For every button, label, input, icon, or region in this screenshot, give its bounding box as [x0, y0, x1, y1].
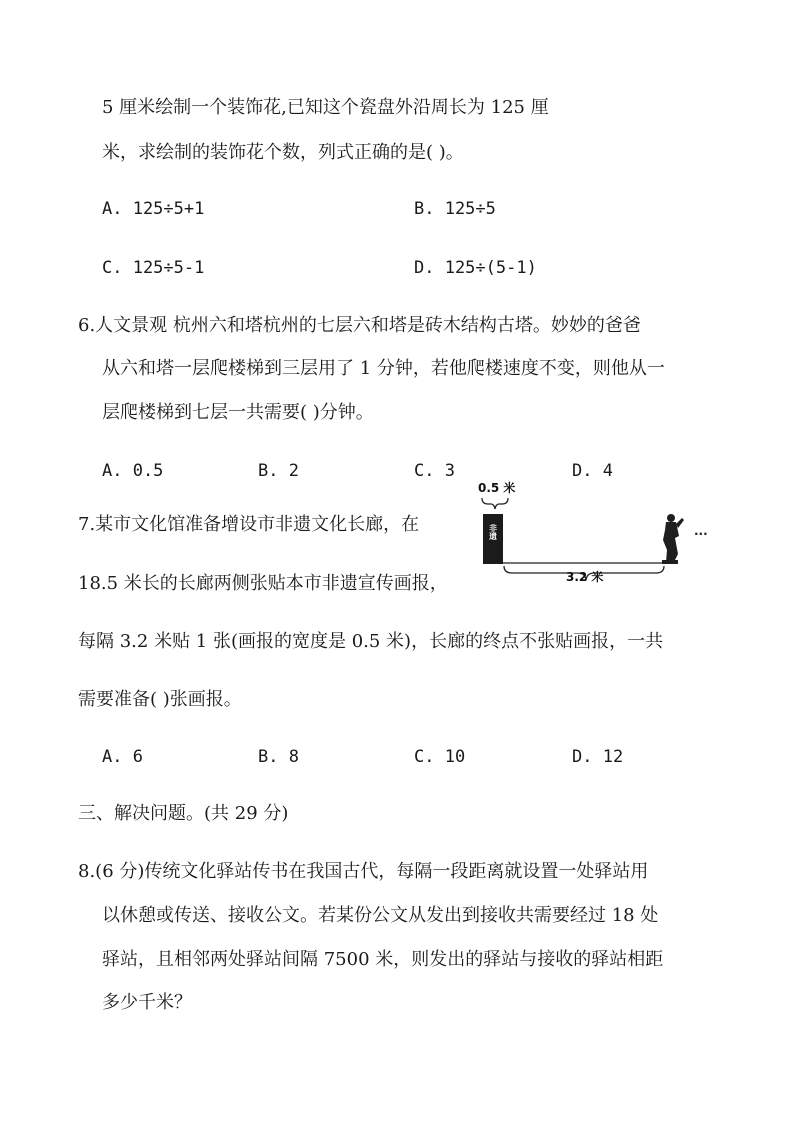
q6-line-2: 从六和塔一层爬楼梯到三层用了 1 分钟，若他爬楼速度不变，则他从一 [102, 358, 665, 379]
section-heading: 三、解决问题。(共 29 分) [78, 803, 289, 824]
q7-line-3: 每隔 3.2 米贴 1 张(画报的宽度是 0.5 米)，长廊的终点不张贴画报，一共 [78, 631, 664, 652]
q6-option-d: D. 4 [572, 461, 613, 481]
q5-option-d: D. 125÷(5-1) [414, 258, 537, 278]
q6-option-a: A. 0.5 [102, 461, 164, 481]
q8-line-4: 多少千米？ [102, 992, 192, 1013]
q7-option-b: B. 8 [258, 747, 299, 767]
q7-line-4: 需要准备( )张画报。 [78, 689, 242, 710]
q7-option-d: D. 12 [572, 747, 624, 767]
corridor-diagram [466, 474, 736, 594]
q6-line-1: 6.人文景观 杭州六和塔杭州的七层六和塔是砖木结构古塔。妙妙的爸爸 [78, 315, 641, 336]
q5-option-c: C. 125÷5-1 [102, 258, 205, 278]
q6-line-3: 层爬楼梯到七层一共需要( )分钟。 [102, 402, 374, 423]
width-brace [482, 498, 508, 509]
q5-line-1: 5 厘米绘制一个装饰花,已知这个瓷盘外沿周长为 125 厘 [102, 97, 549, 118]
statue-icon [662, 514, 684, 564]
q6-option-b: B. 2 [258, 461, 299, 481]
q5-option-b: B. 125÷5 [414, 199, 496, 219]
q7-line-2: 18.5 米长的长廊两侧张贴本市非遗宣传画报， [78, 573, 448, 594]
ellipsis: ··· [694, 527, 708, 541]
q8-line-2: 以休憩或传送、接收公文。若某份公文从发出到接收共需要经过 18 处 [102, 905, 659, 926]
q7-line-1: 7.某市文化馆准备增设市非遗文化长廊，在 [78, 514, 420, 535]
q8-line-1: 8.(6 分)传统文化驿站传书在我国古代，每隔一段距离就设置一处驿站用 [78, 861, 649, 882]
gap-label: 3.2 米 [566, 570, 604, 584]
q7-option-a: A. 6 [102, 747, 143, 767]
q5-option-a: A. 125÷5+1 [102, 199, 205, 219]
q6-option-c: C. 3 [414, 461, 455, 481]
q8-line-3: 驿站，且相邻两处驿站间隔 7500 米，则发出的驿站与接收的驿站相距 [102, 949, 664, 970]
q7-option-c: C. 10 [414, 747, 466, 767]
q5-line-2: 米，求绘制的装饰花个数，列式正确的是( )。 [102, 142, 464, 163]
poster-width-label: 0.5 米 [478, 481, 516, 495]
poster-text: 非遗 [488, 524, 498, 540]
